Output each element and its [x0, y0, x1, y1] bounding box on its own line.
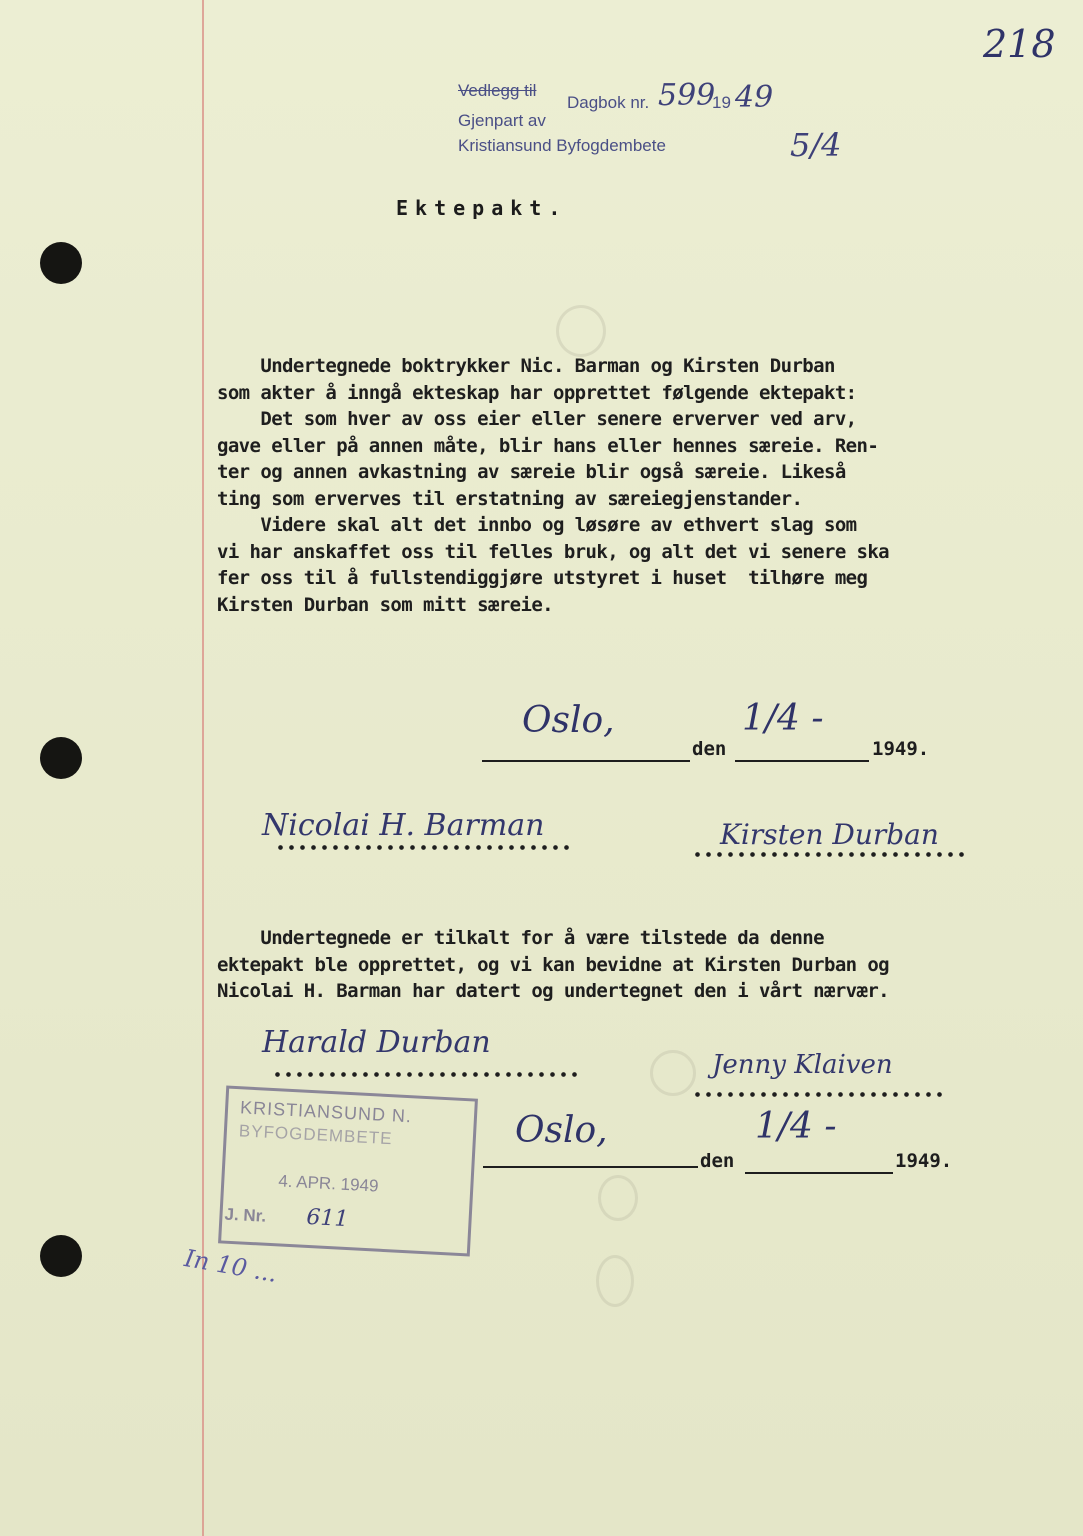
- date-year: 1949.: [895, 1150, 953, 1172]
- signature-nicolai-barman: Nicolai H. Barman: [262, 808, 545, 843]
- signature-line: [692, 852, 967, 857]
- receipt-stamp-nr-value: 611: [305, 1204, 350, 1233]
- date-place-handwritten: Oslo,: [515, 1110, 608, 1151]
- receipt-stamp-date: 4. APR. 1949: [277, 1171, 379, 1196]
- punch-hole: [40, 737, 82, 779]
- stamp-year-prefix: 19: [712, 93, 731, 112]
- date-line-date: [745, 1144, 893, 1174]
- margin-note: In 10 ...: [182, 1244, 280, 1288]
- bleed-through-mark: [598, 1175, 638, 1221]
- signature-kirsten-durban: Kirsten Durban: [720, 818, 939, 851]
- date-place-handwritten: Oslo,: [522, 700, 615, 741]
- receipt-stamp: [218, 1086, 478, 1257]
- stamp-line1: Vedlegg til: [458, 81, 537, 100]
- signature-witness-harald-durban: Harald Durban: [262, 1025, 491, 1060]
- bleed-through-mark: [556, 305, 606, 357]
- signature-line: [275, 845, 575, 850]
- date-year: 1949.: [872, 738, 930, 760]
- paragraph-witness: Undertegnede er tilkalt for å være tilstede da denne ektepakt ble opprettet, og vi kan bevidne at Kirsten Durban og Nicolai H. Barman har datert og undertegnet den i vårt nærvær.: [217, 927, 890, 1002]
- receipt-stamp-nr-label: J. Nr.: [224, 1204, 267, 1226]
- signature-line: [272, 1072, 582, 1077]
- document-title: Ektepakt.: [396, 196, 568, 220]
- dagbok-year: 49: [735, 80, 774, 115]
- stamp-line1-cont: Dagbok nr.: [567, 93, 650, 112]
- date-den-label: den: [692, 738, 727, 760]
- paragraph-main: Undertegnede boktrykker Nic. Barman og Kirsten Durban som akter å inngå ekteskap har opprettet følgende ektepakt: Det som hver av oss eier eller senere erverver ved arv, gave eller på annen måte, blir hans eller hennes særeie. Ren- ter og annen avkastning av særeie blir også særeie. Likeså ting som erverves til erstatning av særeiegjenstander. Videre skal alt det innbo og løsøre av ethvert slag som vi har anskaffet oss til felles bruk, og alt det vi senere ska fer oss til å fullstendiggjøre utstyret i huset tilhøre meg Kirsten Durban som mitt særeie.: [217, 355, 890, 616]
- page-number: 218: [983, 22, 1056, 66]
- punch-hole: [40, 1235, 82, 1277]
- date-den-label: den: [700, 1150, 735, 1172]
- dagbok-number: 599: [658, 78, 716, 113]
- receipt-stamp-line2: BYFOGDEMBETE: [238, 1121, 393, 1149]
- date-handwritten: 1/4 -: [755, 1106, 837, 1147]
- receipt-stamp-line1: KRISTIANSUND N.: [239, 1097, 413, 1127]
- date-handwritten: 1/4 -: [742, 698, 824, 739]
- signature-line: [692, 1092, 947, 1097]
- stamp-line3: Kristiansund Byfogdembete: [458, 136, 666, 155]
- bleed-through-mark: [650, 1050, 696, 1096]
- stamp-line2: Gjenpart av: [458, 111, 546, 130]
- signature-witness-jenny-klaiven: Jenny Klaiven: [712, 1050, 893, 1080]
- margin-line: [202, 0, 204, 1536]
- punch-hole: [40, 242, 82, 284]
- bleed-through-mark: [596, 1255, 634, 1307]
- stamp-side-note: 5/4: [790, 126, 842, 164]
